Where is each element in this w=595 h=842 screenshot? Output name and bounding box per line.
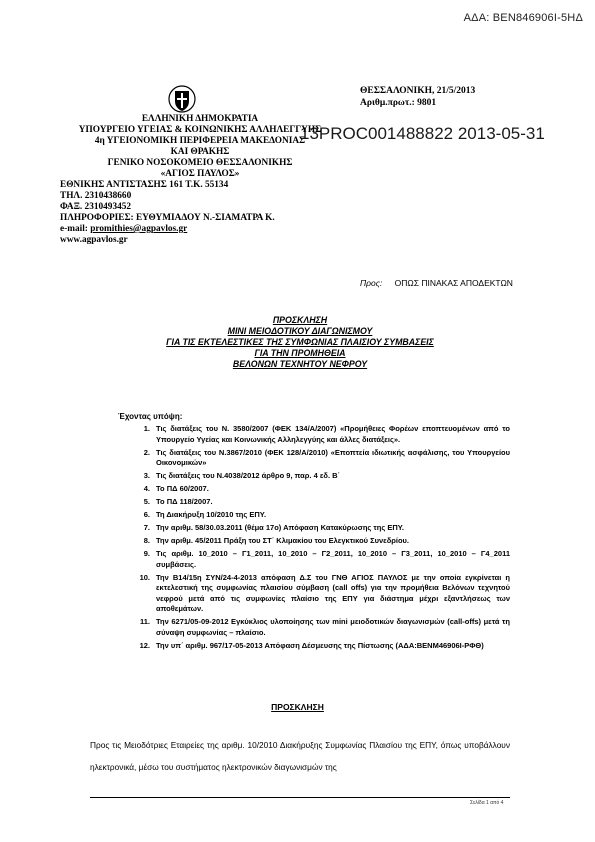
item-text: Το ΠΔ 60/2007. (156, 484, 209, 493)
header-line: ΥΠΟΥΡΓΕΙΟ ΥΓΕΙΑΣ & ΚΟΙΝΩΝΙΚΗΣ ΑΛΛΗΛΕΓΓΥΗΣ (78, 125, 322, 135)
proc-watermark: 13PROC001488822 2013-05-31 (300, 124, 545, 143)
list-item (130, 536, 510, 547)
item-number: 1. (143, 424, 150, 433)
item-number: 8. (143, 536, 150, 545)
email-row (60, 224, 340, 235)
item-text: Τις διατάξεις του Ν.3867/2010 (ΦΕΚ 128/Α/2010) «Εποπτεία ιδιωτικής ασφάλισης, του Υπουργείου Οικονομικών» (156, 447, 510, 467)
item-number: 11. (139, 617, 150, 626)
phone: ΤΗΛ. 2310438660 (60, 191, 132, 201)
date-block (360, 85, 475, 109)
item-text: Το ΠΔ 118/2007. (156, 497, 213, 506)
item-number: 7. (143, 523, 150, 532)
item-text: Τη Διακήρυξη 10/2010 της ΕΠΥ. (156, 510, 267, 519)
page-number: Σελίδα 1 από 4 (470, 800, 504, 806)
considering-label: Έχοντας υπόψη: (118, 412, 183, 421)
header-line: ΕΛΛΗΝΙΚΗ ΔΗΜΟΚΡΑΤΙΑ (141, 114, 259, 124)
list-item (130, 641, 510, 652)
footer-divider (90, 797, 510, 798)
title-line: ΠΡΟΣΚΛΗΣΗ (272, 315, 328, 325)
list-item (130, 471, 510, 482)
item-number: 3. (143, 471, 150, 480)
list-item (130, 484, 510, 495)
protocol-number: Αριθμ.πρωτ.: 9801 (360, 98, 437, 108)
list-item (130, 424, 510, 445)
fax: ΦΑΞ. 2310493452 (60, 202, 132, 212)
contact-info: ΠΛΗΡΟΦΟΡΙΕΣ: ΕΥΘΥΜΙΑΔΟΥ Ν.-ΣΙΑΜΑΤΡΑ Κ. (60, 213, 275, 223)
title-line: ΒΕΛΟΝΩΝ ΤΕΧΝΗΤΟΥ ΝΕΦΡΟΥ (232, 359, 368, 369)
greek-emblem-icon (165, 84, 199, 114)
header-line: ΓΕΝΙΚΟ ΝΟΣΟΚΟΜΕΙΟ ΘΕΣΣΑΛΟΝΙΚΗΣ (107, 158, 293, 168)
invitation-heading: ΠΡΟΣΚΛΗΣΗ (271, 702, 324, 712)
title-line: ΓΙΑ ΤΗΝ ΠΡΟΜΗΘΕΙΑ (254, 348, 346, 358)
header-line: ΚΑΙ ΘΡΑΚΗΣ (170, 147, 230, 157)
body-paragraph: Προς τις Μειοδότριες Εταιρείες της αριθμ. 10/2010 Διακήρυξης Συμφωνίας Πλαισίου της ΕΠΥ, όπως υποβάλλουν ηλεκτρονικά, μέσω του συστήματος ηλεκτρονικών διαγωνισμών της (90, 740, 510, 772)
website[interactable]: www.agpavlos.gr (60, 235, 128, 245)
item-text: Τις διατάξεις του Ν.4038/2012 άρθρο 9, παρ. 4 εδ. Β΄ (156, 471, 341, 480)
list-item (130, 573, 510, 615)
item-text: Την αριθμ. 58/30.03.2011 (θέμα 17ο) Απόφαση Κατακύρωσης της ΕΠΥ. (156, 523, 405, 532)
item-number: 9. (143, 549, 150, 558)
list-item (130, 617, 510, 638)
item-text: Την 6271/05-09-2012 Εγκύκλιος υλοποίησης των mini μειοδοτικών διαγωνισμών (call-offs) μετά τη σύναψη συμφωνίας – πλαίσιο. (156, 617, 510, 637)
address: ΕΘΝΙΚΗΣ ΑΝΤΙΣΤΑΣΗΣ 161 Τ.Κ. 55134 (60, 180, 229, 190)
item-number: 12. (139, 640, 150, 650)
header-line: «ΑΓΙΟΣ ΠΑΥΛΟΣ» (160, 169, 240, 179)
item-number: 2. (143, 447, 150, 457)
list-item (130, 510, 510, 521)
list-item (130, 549, 510, 570)
email-label: e-mail: (60, 224, 91, 234)
list-item (130, 497, 510, 508)
recipient-value: ΟΠΩΣ ΠΙΝΑΚΑΣ ΑΠΟΔΕΚΤΩΝ (394, 278, 513, 288)
ada-watermark: ΑΔΑ: ΒΕΝ846906Ι-5ΗΔ (463, 12, 583, 24)
item-number: 4. (143, 484, 150, 493)
item-text: Τις αριθμ. 10_2010 – Γ1_2011, 10_2010 – Γ2_2011, 10_2010 – Γ3_2011, 10_2010 – Γ4_2011 συμβάσεις. (156, 549, 510, 569)
item-text: Την αριθμ. 45/2011 Πράξη του ΣΤ΄ Κλιμακίου του Ελεγκτικού Συνεδρίου. (156, 536, 410, 545)
list-item (130, 523, 510, 534)
item-number: 6. (143, 510, 150, 519)
item-text: Την υπ΄ αριθμ. 967/17-05-2013 Απόφαση Δέσμευσης της Πίστωσης (ΑΔΑ:ΒΕΝΜ46906Ι-ΡΦΘ) (156, 640, 484, 650)
hospital-header (60, 114, 340, 246)
email-link[interactable]: promithies@agpavlos.gr (90, 224, 188, 234)
recipient-label: Προς: (360, 278, 383, 288)
title-line: ΓΙΑ ΤΙΣ ΕΚΤΕΛΕΣΤΙΚΕΣ ΤΗΣ ΣΥΜΦΩΝΙΑΣ ΠΛΑΙΣΙΟΥ ΣΥΜΒΑΣΕΙΣ (166, 337, 434, 347)
recipient (360, 278, 513, 288)
considerations-list (130, 424, 510, 654)
document-title (60, 315, 540, 370)
item-text: Τις διατάξεις του Ν. 3580/2007 (ΦΕΚ 134/Α/2007) «Προμήθειες Φορέων εποπτευομένων από το Υπουργείο Υγείας και Κοινωνικής Αλληλεγγύης και άλλες διατάξεις». (156, 424, 510, 444)
header-line: 4η ΥΓΕΙΟΝΟΜΙΚΗ ΠΕΡΙΦΕΡΕΙΑ ΜΑΚΕΔΟΝΙΑΣ (94, 136, 306, 146)
item-number: 10. (139, 572, 150, 582)
date-line: ΘΕΣΣΑΛΟΝΙΚΗ, 21/5/2013 (360, 86, 476, 96)
item-text: Την Β14/15η ΣΥΝ/24-4-2013 απόφαση Δ.Σ του ΓΝΘ ΑΓΙΟΣ ΠΑΥΛΟΣ με την οποία εγκρίνεται η εκτελεστική της συμφωνίας πλαισίου σύμβαση (call offs) για την προμήθεια Βελόνων τεχνητού νεφρού μετά από τις συμφωνίες πλαίσιο της ΕΠΥ για διάστημα μέχρι εξαντλήσεως των αποθεμάτων. (156, 572, 510, 613)
title-line: ΜΙΝΙ ΜΕΙΟΔΟΤΙΚΟΥ ΔΙΑΓΩΝΙΣΜΟΥ (227, 326, 373, 336)
list-item (130, 448, 510, 469)
item-number: 5. (143, 497, 150, 506)
